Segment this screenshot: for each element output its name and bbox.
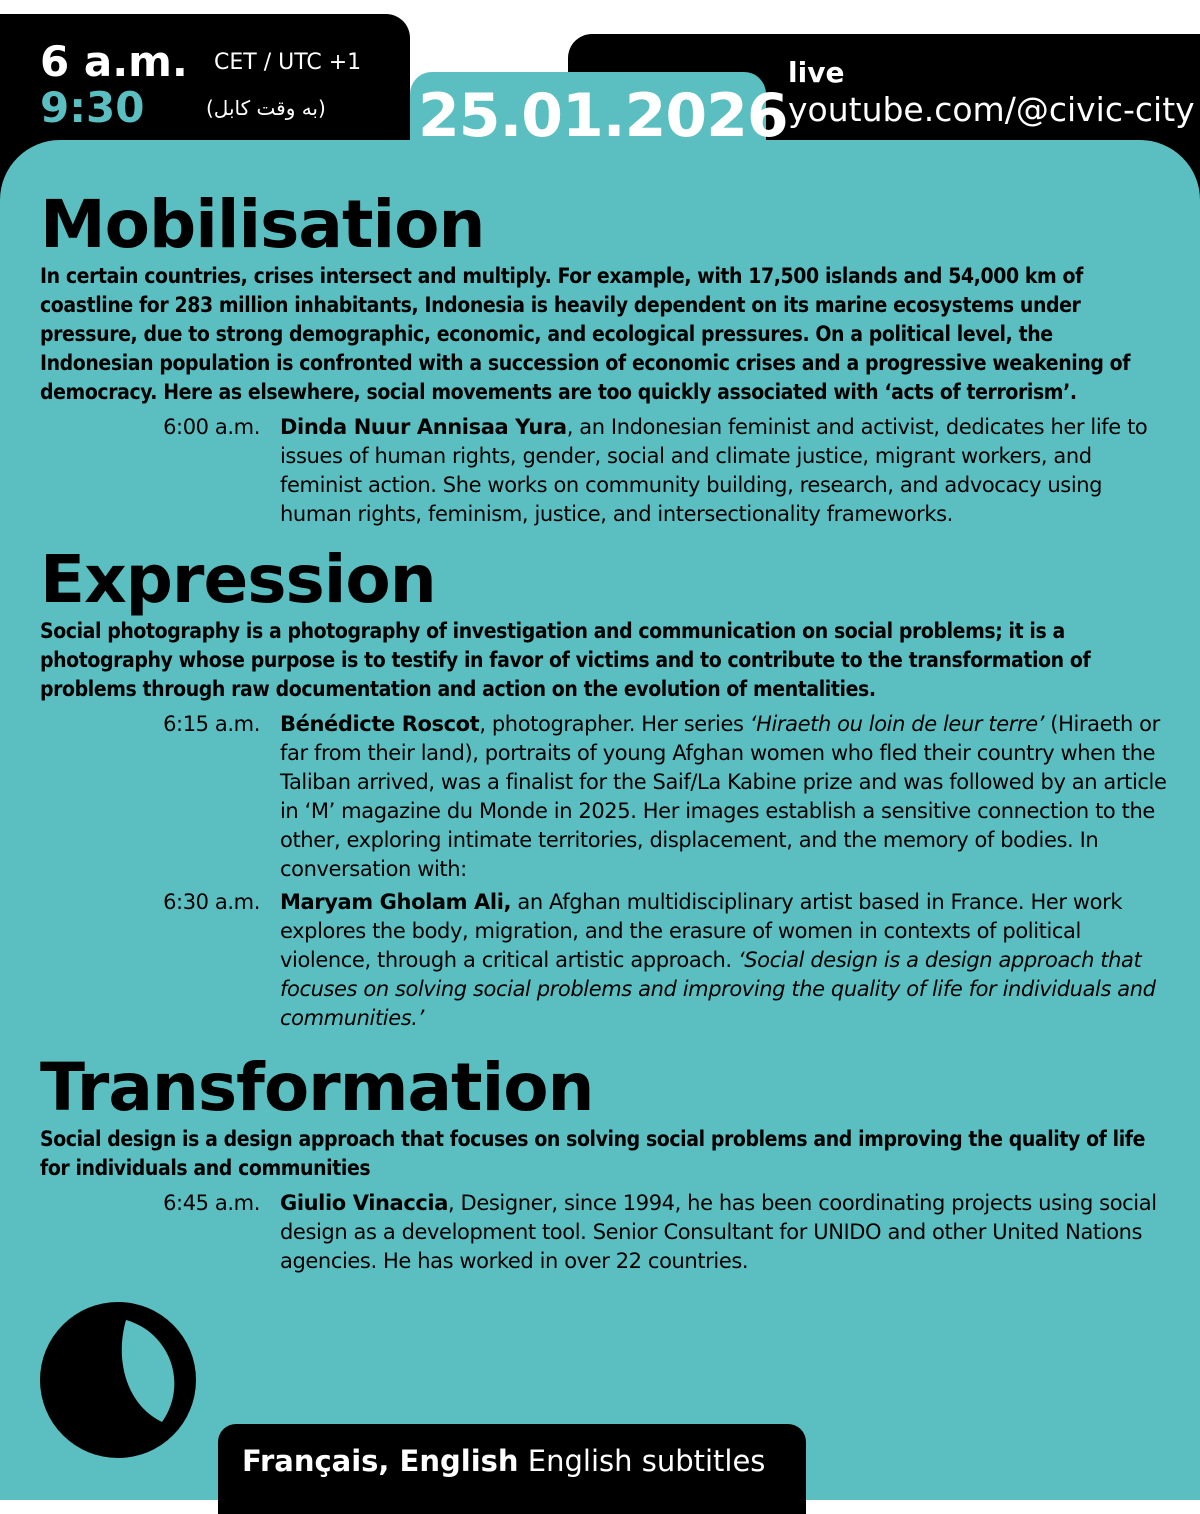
speaker-name: Giulio Vinaccia [280,1191,448,1215]
speaker-time: 6:45 a.m. [163,1191,260,1215]
header-live-label: live [788,56,845,89]
speaker-bio-text: , photographer. Her series [479,712,750,736]
speaker-bio [280,413,1170,529]
section-transformation [40,1051,1170,1276]
section-mobilisation [40,188,1170,529]
series-title: ‘Hiraeth ou loin de leur terre’ [749,712,1044,736]
section-expression [40,543,1170,1033]
header-stream-link[interactable]: youtube.com/@civic-city [788,90,1195,129]
speaker-bio-text: , Designer, since 1994, he has been coordinating projects using social design as a development tool. Senior Consultant for UNIDO and other United Nations agencies. He has worked in over 22 countries. [280,1191,1157,1273]
header-time-kabul: 9:30 [40,83,145,132]
speaker-quote: ‘Social design is a design approach that focuses on solving social problems and improving the quality of life for individuals and communities.’ [280,948,1156,1030]
speaker-bio [280,710,1170,884]
header-time-main: 6 a.m. [40,37,188,86]
speaker-name: Dinda Nuur Annisaa Yura [280,415,567,439]
moon-logo-icon [40,1302,196,1458]
speaker-time: 6:15 a.m. [163,712,260,736]
languages: Français, English [242,1444,519,1478]
speaker-bio-text: , an Indonesian feminist and activist, dedicates her life to issues of human rights, gender, social and climate justice, migrant workers, and feminist action. She works on community building, research, and advocacy using human rights, feminism, justice, and intersectionality frameworks. [280,415,1148,526]
program-content [40,188,1170,1276]
speaker-entry [40,710,1170,884]
section-intro: In certain countries, crises intersect and multiply. For example, with 17,500 islands and 54,000 km of coastline for 283 million inhabitants, Indonesia is heavily dependent on its marine ecosystems under pressure, due to strong demographic, economic, and ecological pressures. On a political level, the Indonesian population is confronted with a succession of economic crises and a progressive weakening of democracy. Here as elsewhere, social movements are too quickly associated with ‘acts of terrorism’. [40,264,1131,404]
language-info [242,1444,765,1478]
header-kabul-label: (به وقت کابل) [206,96,326,120]
speaker-bio-text: (Hiraeth or far from their land), portraits of young Afghan women who fled their country when the Taliban arrived, was a finalist for the Saif/La Kabine prize and was followed by an article in ‘M’ magazine du Monde in 2025. Her images establish a sensitive connection to the other, exploring intimate territories, displacement, and the memory of bodies. In conversation with: [280,712,1167,881]
header-timezone: CET / UTC +1 [214,50,362,75]
header-date: 25.01.2026 [418,81,788,151]
section-title: Transformation [40,1049,594,1126]
section-title: Expression [40,541,436,618]
speaker-entry [40,888,1170,1033]
speaker-entry [40,413,1170,529]
speaker-entry [40,1189,1170,1276]
speaker-time: 6:00 a.m. [163,415,260,439]
subtitles: English subtitles [527,1444,766,1478]
speaker-bio [280,888,1170,1033]
section-intro: Social design is a design approach that focuses on solving social problems and improving the quality of life for individuals and communities [40,1127,1146,1180]
speaker-bio-text: an Afghan multidisciplinary artist based in France. Her work explores the body, migration, and the erasure of women in contexts of political violence, through a critical artistic approach. [280,890,1123,972]
speaker-bio [280,1189,1170,1276]
section-intro: Social photography is a photography of investigation and communication on social problems; it is a photography whose purpose is to testify in favor of victims and to contribute to the transformation of problems through raw documentation and action on the evolution of mentalities. [40,619,1091,701]
speaker-name: Bénédicte Roscot [280,712,480,736]
section-title: Mobilisation [40,186,485,263]
speaker-name: Maryam Gholam Ali, [280,890,512,914]
speaker-time: 6:30 a.m. [163,890,260,914]
